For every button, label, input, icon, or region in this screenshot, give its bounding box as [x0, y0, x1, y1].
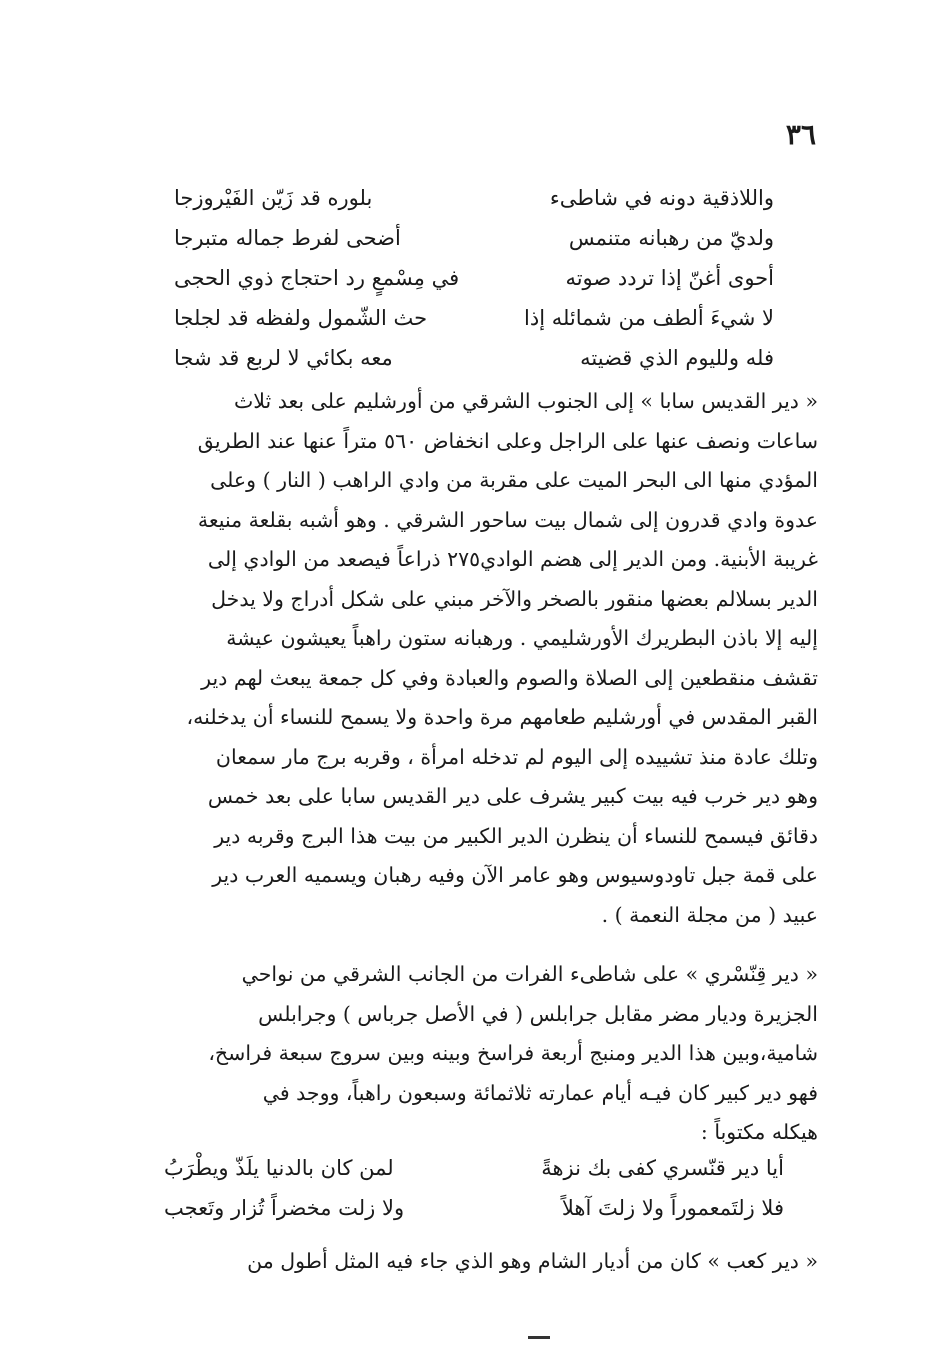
text-line: على قمة جبل تاودوسيوس وهو عامر الآن وفيه رهبان ويسميه العرب دير [212, 863, 818, 887]
poem-hemistich-first: أحوى أغنّ إذا تردد صوته [565, 266, 774, 290]
text-line: تقشف منقطعين إلى الصلاة والصوم والعبادة وفي كل جمعة يبعث لهم دير [201, 665, 818, 690]
page-number: ٣٦ [785, 118, 816, 151]
text-line: هيكله مكتوباً : [700, 1120, 818, 1144]
paragraph-deir-qinnasri [113, 955, 818, 1153]
poem-line [164, 1188, 784, 1228]
poem-hemistich-first: لا شيءَ ألطف من شمائله إذا [524, 306, 774, 330]
text-line: دقائق فيسمح للنساء أن ينظرن الدير الكبير من بيت هذا البرج وقربه دير [214, 823, 818, 848]
text-line: فهو دير كبير كان فيـه أيام عمارته ثلاثمائة وسبعون راهباً، ووجد في [262, 1080, 818, 1105]
poem-hemistich-first: فلا زلتَمعموراً ولا زلتَ آهلاً [561, 1196, 784, 1220]
text-line: الجزيرة وديار مضر مقابل جرابلس ( في الأصل جرباس ) وجرابلس [258, 1001, 818, 1026]
poem-hemistich-first: أيا دير قنّسري كفى بك نزهةً [541, 1156, 784, 1180]
text-line: عبيد ( من مجلة النعمة ) . [601, 902, 818, 927]
text-line: القبر المقدس في أورشليم طعامهم مرة واحدة ولا يسمح للنساء أن يدخلنه، [186, 705, 818, 729]
text-line: شامية،وبين هذا الدير ومنبج أربعة فراسخ وبينه وبين سروج سبعة فراسخ، [208, 1041, 818, 1065]
poem-hemistich-second: لمن كان بالدنيا يلَذّ ويطْرَبُ [164, 1156, 394, 1180]
poem-hemistich-first: ولديّ من رهبانه متنمس [568, 226, 774, 250]
poem-hemistich-second: حث الشّمول ولفظه قد لجلجا [174, 306, 428, 330]
text-line: غريبة الأبنية. ومن الدير إلى هضم الوادي٢٧٥ ذراعاً فيصعد من الوادي إلى [207, 547, 818, 571]
poem-hemistich-first: فله ولليوم الذي قضيته [580, 346, 774, 370]
paragraph-deir-saba [113, 382, 818, 935]
poem-line [164, 1148, 784, 1188]
text-line: « دير القديس سابا » إلى الجنوب الشرقي من أورشليم على بعد ثلاث [234, 389, 818, 413]
poem-hemistich-second: معه بكائي لا لربع قد شجا [174, 346, 393, 370]
poem-hemistich-second: أضحى لفرط جماله متبرجا [174, 226, 401, 250]
poem-hemistich-second: في مِسْمعٍ رد احتجاج ذوي الحجى [174, 266, 460, 290]
text-line: « دير قِنّسْري » على شاطىء الفرات من الجانب الشرقي من نواحي [241, 962, 818, 986]
text-line: ساعات ونصف عنها على الراجل وعلى انخفاض ٥٦٠ متراً عنها عند الطريق [197, 428, 818, 453]
poem-line [174, 298, 774, 338]
text-line: « دير كعب » كان من أديار الشام وهو الذي جاء فيه المثل أطول من [247, 1249, 818, 1273]
text-line: عدوة وادي قدرون إلى شمال بيت ساحور الشرقي . وهو أشبه بقلعة منيعة [197, 507, 818, 532]
text-line: المؤدي منها الى البحر الميت على مقربة من وادي الراهب ( النار ) وعلى [210, 468, 818, 492]
poem-hemistich-second: بلوره قد زَيّن الفَيْروزجا [174, 186, 373, 210]
poem-line [174, 178, 774, 218]
poem-line [174, 338, 774, 378]
poem-line [174, 218, 774, 258]
poem-hemistich-first: واللاذقية دونه في شاطىء [549, 186, 774, 210]
paragraph-deir-kaab [113, 1242, 818, 1282]
poem-line [174, 258, 774, 298]
text-line: وهو دير خرب فيه بيت كبير يشرف على دير القديس سابا على بعد خمس [207, 784, 818, 808]
poem-block-2 [164, 1148, 784, 1228]
poem-block-1 [174, 178, 774, 378]
text-line: وتلك عادة منذ تشييده إلى اليوم لم تدخله امرأة ، وقربه برج مار سمعان [215, 744, 818, 769]
text-line: إليه إلا باذن البطريرك الأورشليمي . ورهبانه ستون راهباً يعيشون عيشة [226, 626, 818, 650]
poem-hemistich-second: ولا زلت مخضراً تُزار وتَعجب [164, 1196, 405, 1220]
text-line: الدير بسلالم بعضها منقور بالصخر والآخر مبني على شكل أدراج ولا يدخل [211, 586, 818, 611]
footer-mark [528, 1336, 550, 1339]
